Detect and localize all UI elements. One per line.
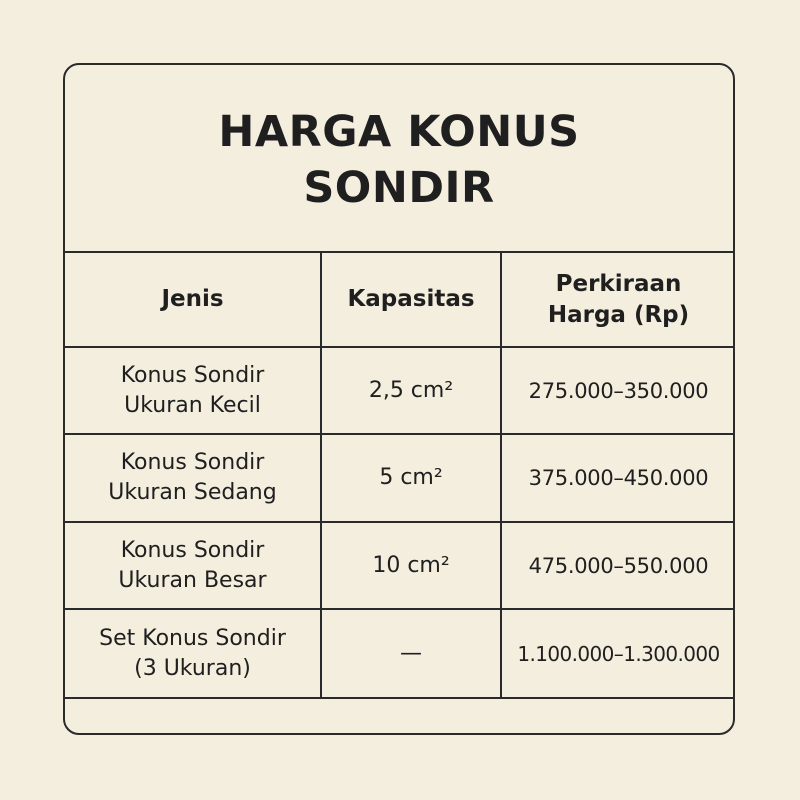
harga-value: 375.000–450.000 <box>528 466 709 490</box>
title-line-1: HARGA KONUS <box>218 107 580 157</box>
table-row-kapasitas <box>322 523 500 608</box>
table-row-kapasitas <box>322 435 500 521</box>
page-title <box>65 65 733 253</box>
table-row-harga <box>502 435 735 521</box>
harga-value: 275.000–350.000 <box>528 378 709 403</box>
price-card <box>63 63 735 735</box>
jenis-line-2: (3 Ukuran) <box>134 655 251 681</box>
table-row-harga <box>502 523 735 608</box>
table-row-jenis <box>65 348 320 433</box>
header-jenis <box>65 253 320 346</box>
table-bottom-border <box>65 697 733 699</box>
table-row-jenis <box>65 435 320 521</box>
table-row-kapasitas <box>322 610 500 697</box>
jenis-line-1: Set Konus Sondir <box>99 625 286 651</box>
jenis-line-2: Ukuran Besar <box>118 567 267 593</box>
jenis-line-1: Konus Sondir <box>120 537 265 563</box>
kapasitas-value: 2,5 cm² <box>368 377 454 403</box>
table-row-harga <box>502 348 735 433</box>
header-harga <box>502 253 735 346</box>
jenis-line-1: Konus Sondir <box>120 450 265 475</box>
jenis-line-1: Konus Sondir <box>120 362 265 388</box>
table-row-kapasitas <box>322 348 500 433</box>
jenis-line-2: Ukuran Kecil <box>124 392 261 418</box>
kapasitas-value: 10 cm² <box>372 552 450 578</box>
harga-value: 475.000–550.000 <box>528 553 709 578</box>
table-row-harga <box>502 610 735 697</box>
header-kapasitas <box>322 253 500 346</box>
header-harga-line-2: Harga (Rp) <box>547 301 690 328</box>
jenis-line-2: Ukuran Sedang <box>108 480 277 505</box>
header-harga-line-1: Perkiraan <box>555 270 682 297</box>
header-jenis-label: Jenis <box>161 286 224 312</box>
harga-value: 1.100.000–1.300.000 <box>517 641 720 666</box>
kapasitas-value: — <box>400 640 422 666</box>
header-kapasitas-label: Kapasitas <box>347 286 475 312</box>
table-row-jenis <box>65 610 320 697</box>
title-line-2: SONDIR <box>303 163 495 213</box>
kapasitas-value: 5 cm² <box>379 465 443 490</box>
table-row-jenis <box>65 523 320 608</box>
